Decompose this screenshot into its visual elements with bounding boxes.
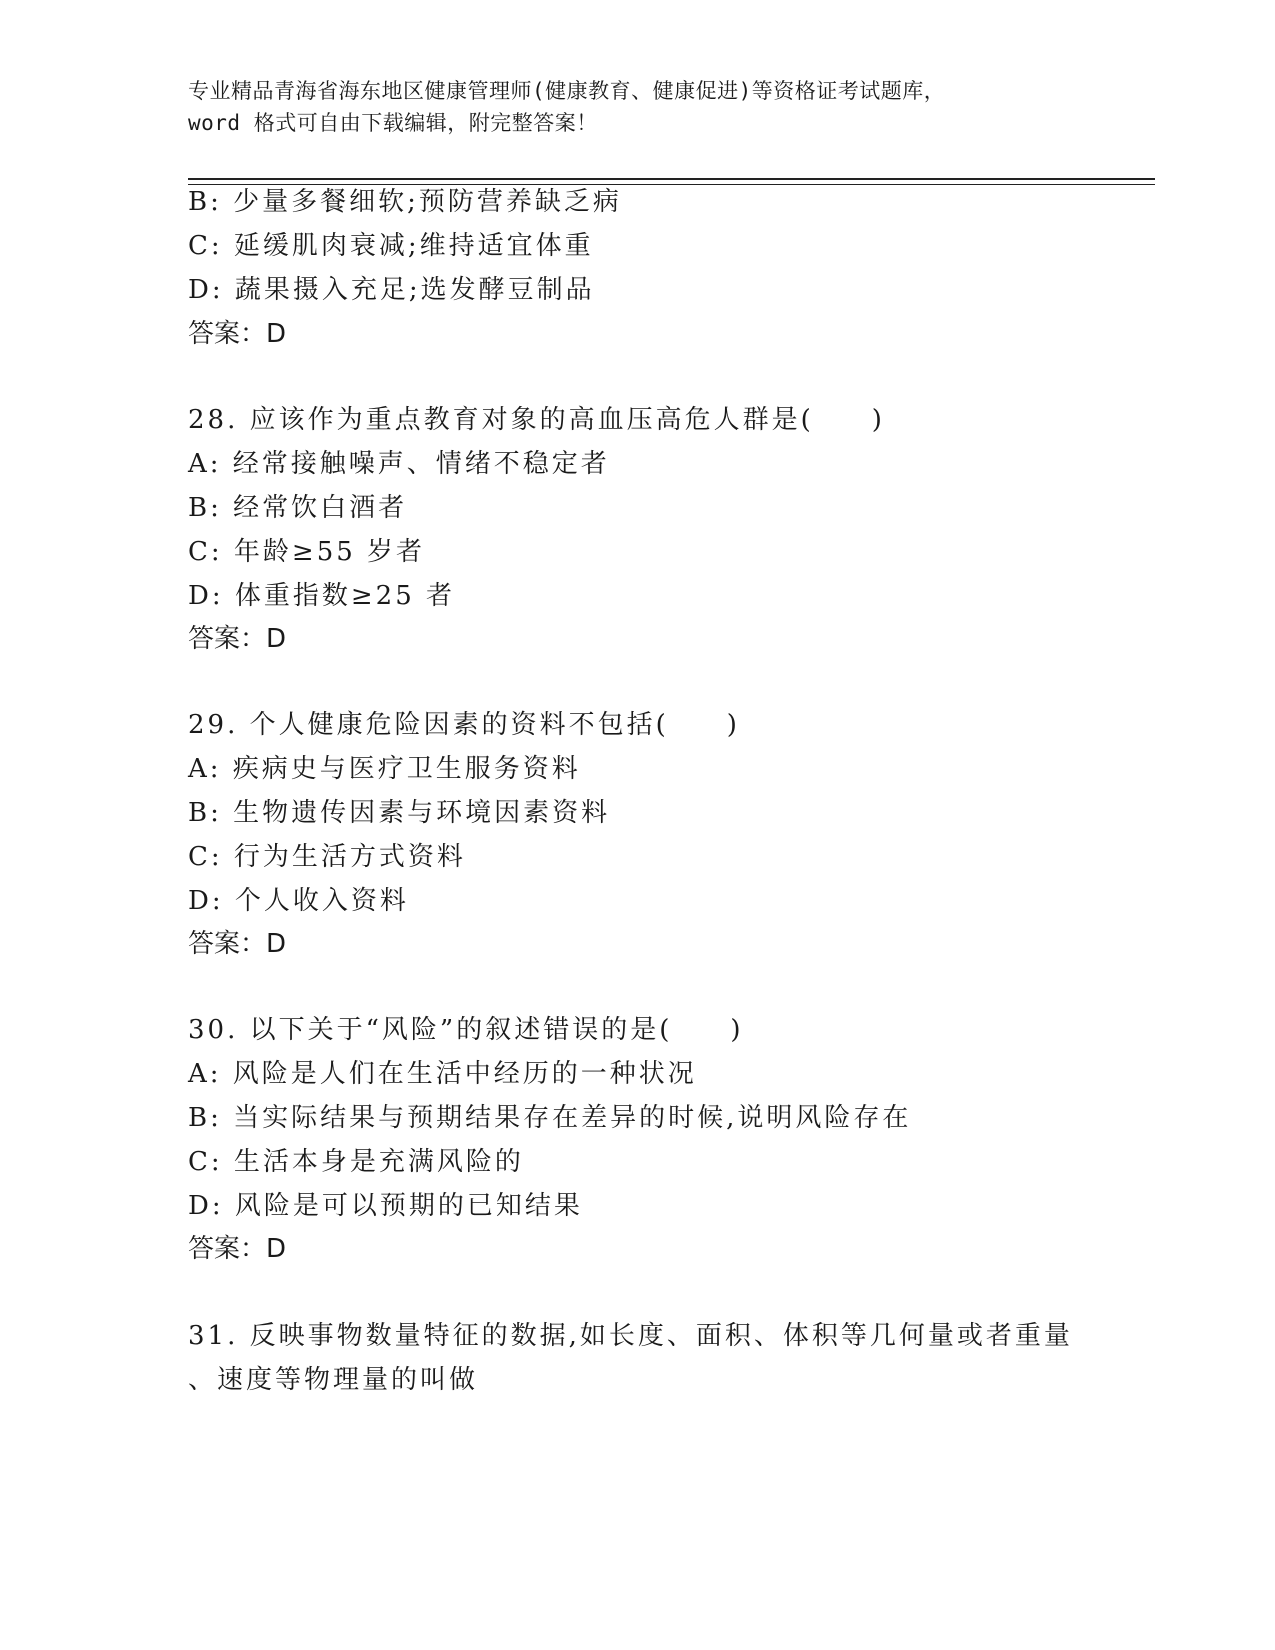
question-31-stem-line-2: 、速度等物理量的叫做 — [188, 1365, 479, 1395]
question-29-option-c: C: 行为生活方式资料 — [188, 842, 466, 872]
prev-option-b: B: 少量多餐细软;预防营养缺乏病 — [188, 187, 622, 217]
header-divider-thick — [188, 178, 1155, 180]
header-divider-thin — [188, 184, 1155, 185]
question-30-option-a: A: 风险是人们在生活中经历的一种状况 — [188, 1059, 697, 1089]
question-30-option-c: C: 生活本身是充满风险的 — [188, 1147, 524, 1177]
question-29-option-d: D: 个人收入资料 — [188, 886, 409, 916]
question-30-answer: 答案：D — [188, 1234, 287, 1264]
question-28-option-b: B: 经常饮白酒者 — [188, 493, 408, 523]
question-29-stem: 29. 个人健康危险因素的资料不包括( ) — [188, 710, 740, 740]
prev-option-c: C: 延缓肌肉衰减;维持适宜体重 — [188, 231, 594, 261]
question-28-option-d: D: 体重指数≥25 者 — [188, 581, 456, 611]
question-31-stem-line-1: 31. 反映事物数量特征的数据,如长度、面积、体积等几何量或者重量 — [188, 1321, 1073, 1351]
document-header-line-1: 专业精品青海省海东地区健康管理师(健康教育、健康促进)等资格证考试题库， — [188, 79, 946, 103]
question-30-stem: 30. 以下关于“风险”的叙述错误的是( ) — [188, 1015, 744, 1045]
question-28-option-c: C: 年龄≥55 岁者 — [188, 537, 426, 567]
question-28-option-a: A: 经常接触噪声、情绪不稳定者 — [188, 449, 610, 479]
question-30-option-b: B: 当实际结果与预期结果存在差异的时候,说明风险存在 — [188, 1103, 912, 1133]
question-28-answer: 答案：D — [188, 624, 287, 654]
question-29-answer: 答案：D — [188, 929, 287, 959]
question-30-option-d: D: 风险是可以预期的已知结果 — [188, 1191, 583, 1221]
document-header-line-2: word 格式可自由下载编辑，附完整答案！ — [188, 111, 598, 135]
prev-answer: 答案：D — [188, 319, 287, 349]
question-29-option-a: A: 疾病史与医疗卫生服务资料 — [188, 754, 581, 784]
question-28-stem: 28. 应该作为重点教育对象的高血压高危人群是( ) — [188, 405, 885, 435]
prev-option-d: D: 蔬果摄入充足;选发酵豆制品 — [188, 275, 595, 305]
question-29-option-b: B: 生物遗传因素与环境因素资料 — [188, 798, 611, 828]
